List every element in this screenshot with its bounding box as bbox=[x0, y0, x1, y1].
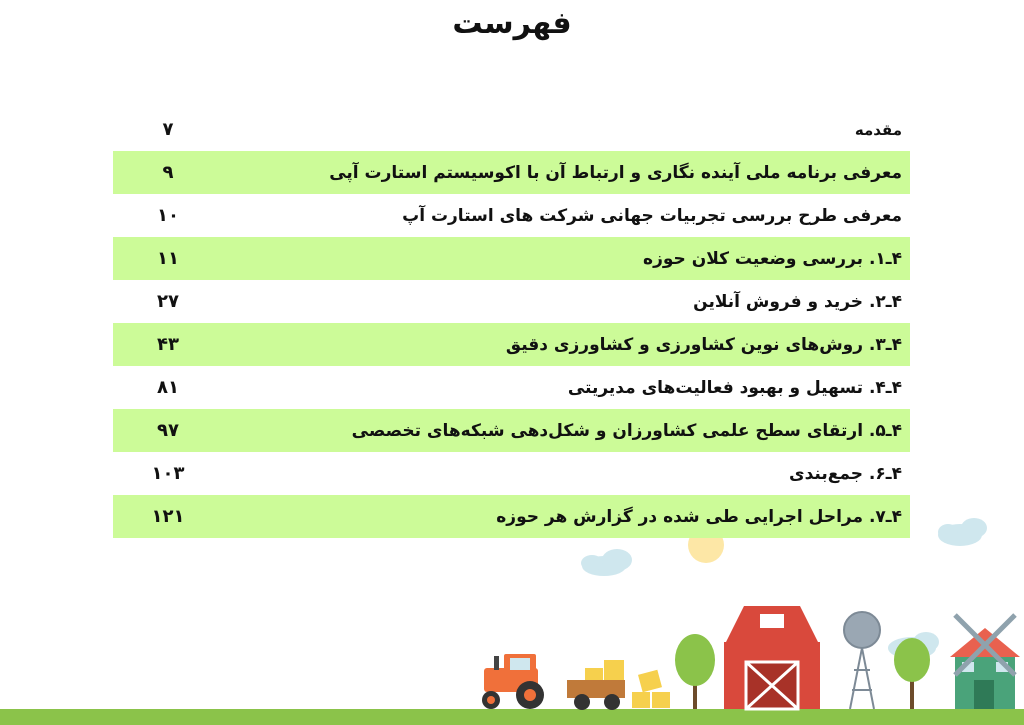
toc-page-number: ۱۰ bbox=[157, 205, 179, 226]
toc-label: معرفی طرح بررسی تجربیات جهانی شرکت های استارت آپ bbox=[402, 205, 902, 226]
toc-page-number: ۸۱ bbox=[157, 377, 179, 398]
toc-row[interactable] bbox=[113, 280, 910, 323]
toc-row[interactable] bbox=[113, 194, 910, 237]
toc-label: ۴ـ۶. جمع‌بندی bbox=[789, 463, 902, 484]
toc-page-number: ۴۳ bbox=[157, 334, 179, 355]
toc-row[interactable] bbox=[113, 237, 910, 280]
tree-icon bbox=[894, 638, 930, 709]
toc-label: ۴ـ۲. خرید و فروش آنلاین bbox=[693, 291, 902, 312]
page-title: فهرست bbox=[452, 6, 572, 41]
toc-page-number: ۹۷ bbox=[157, 420, 179, 441]
tractor-icon bbox=[482, 654, 544, 709]
toc-label: مقدمه bbox=[854, 120, 902, 139]
toc-row[interactable] bbox=[113, 323, 910, 366]
windmill-pump-icon bbox=[844, 612, 880, 709]
windmill-house-icon bbox=[950, 615, 1020, 709]
toc-label: ۴ـ۵. ارتقای سطح علمی کشاورزان و شکل‌دهی شبکه‌های تخصصی bbox=[351, 420, 902, 441]
cloud-icon bbox=[581, 549, 632, 576]
toc-page-number: ۲۷ bbox=[157, 291, 179, 312]
toc-page-number: ۷ bbox=[162, 119, 174, 140]
ground bbox=[0, 709, 1024, 725]
trailer-icon bbox=[567, 660, 625, 710]
toc-label: ۴ـ۷. مراحل اجرایی طی شده در گزارش هر حوزه bbox=[496, 506, 902, 527]
table-of-contents bbox=[113, 108, 910, 538]
toc-row[interactable] bbox=[113, 366, 910, 409]
toc-row[interactable] bbox=[113, 495, 910, 538]
toc-page-number: ۹ bbox=[162, 162, 174, 183]
toc-label: ۴ـ۴. تسهیل و بهبود فعالیت‌های مدیریتی bbox=[567, 377, 902, 398]
toc-page-number: ۱۱ bbox=[157, 248, 179, 269]
hay-bales-icon bbox=[632, 670, 670, 708]
toc-row[interactable] bbox=[113, 409, 910, 452]
tree-icon bbox=[675, 634, 715, 709]
toc-row[interactable] bbox=[113, 151, 910, 194]
cloud-icon bbox=[888, 632, 939, 659]
toc-label: معرفی برنامه ملی آینده نگاری و ارتباط آن با اکوسیستم استارت آپی bbox=[329, 162, 902, 183]
toc-page-number: ۱۲۱ bbox=[151, 506, 185, 527]
cloud-icon bbox=[938, 518, 987, 546]
toc-label: ۴ـ۱. بررسی وضعیت کلان حوزه bbox=[643, 248, 902, 269]
toc-row[interactable] bbox=[113, 452, 910, 495]
toc-label: ۴ـ۳. روش‌های نوین کشاورزی و کشاورزی دقیق bbox=[505, 334, 902, 355]
toc-page-number: ۱۰۳ bbox=[151, 463, 185, 484]
barn-icon bbox=[720, 598, 824, 709]
toc-row[interactable] bbox=[113, 108, 910, 151]
